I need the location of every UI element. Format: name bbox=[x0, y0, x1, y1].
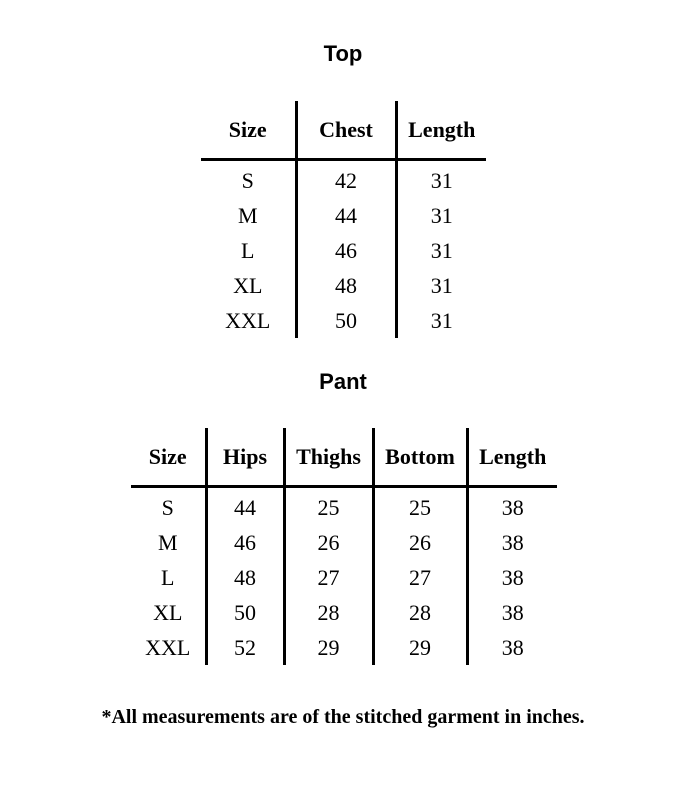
table-row bbox=[131, 560, 557, 595]
pant-size-table bbox=[131, 428, 557, 665]
length-cell: 31 bbox=[430, 167, 453, 193]
chest-cell: 46 bbox=[296, 233, 396, 268]
column-header-chest: Chest bbox=[296, 101, 396, 160]
chest-cell: 48 bbox=[296, 268, 396, 303]
hips-cell: 44 bbox=[206, 487, 284, 526]
top-section-title: Top bbox=[323, 41, 363, 66]
bottom-cell: 29 bbox=[373, 630, 467, 665]
size-cell: XL bbox=[201, 268, 296, 303]
table-row bbox=[131, 630, 557, 665]
hips-cell: 52 bbox=[206, 630, 284, 665]
thighs-cell: 29 bbox=[284, 630, 373, 665]
bottom-cell: 28 bbox=[373, 595, 467, 630]
bottom-cell: 26 bbox=[373, 525, 467, 560]
length-cell: 38 bbox=[501, 634, 524, 660]
size-cell: S bbox=[201, 160, 296, 199]
length-cell: 31 bbox=[430, 202, 453, 228]
hips-cell: 48 bbox=[206, 560, 284, 595]
length-cell: 31 bbox=[430, 307, 453, 333]
table-row bbox=[201, 198, 486, 233]
length-cell: 31 bbox=[430, 237, 453, 263]
pant-section-title: Pant bbox=[319, 369, 367, 394]
column-header-size: Size bbox=[201, 101, 296, 160]
bottom-cell: 27 bbox=[373, 560, 467, 595]
chest-cell: 42 bbox=[296, 160, 396, 199]
column-header-hips: Hips bbox=[206, 428, 284, 487]
size-cell: XXL bbox=[131, 630, 206, 665]
length-cell: 38 bbox=[501, 529, 524, 555]
thighs-cell: 26 bbox=[284, 525, 373, 560]
size-cell: XL bbox=[131, 595, 206, 630]
bottom-cell: 25 bbox=[373, 487, 467, 526]
length-cell: 31 bbox=[430, 272, 453, 298]
thighs-cell: 27 bbox=[284, 560, 373, 595]
table-row bbox=[201, 160, 486, 199]
size-cell: S bbox=[131, 487, 206, 526]
table-row bbox=[201, 303, 486, 338]
table-header-row bbox=[131, 428, 557, 487]
chest-cell: 50 bbox=[296, 303, 396, 338]
length-cell: 38 bbox=[501, 494, 524, 520]
table-row bbox=[201, 233, 486, 268]
table-row bbox=[131, 595, 557, 630]
length-cell: 38 bbox=[501, 564, 524, 590]
size-cell: M bbox=[201, 198, 296, 233]
column-header-length: Length bbox=[396, 101, 486, 160]
thighs-cell: 28 bbox=[284, 595, 373, 630]
measurement-note: *All measurements are of the stitched garment in inches. bbox=[101, 706, 585, 728]
chest-cell: 44 bbox=[296, 198, 396, 233]
column-header-length: Length bbox=[467, 428, 557, 487]
thighs-cell: 25 bbox=[284, 487, 373, 526]
table-row bbox=[131, 525, 557, 560]
length-cell: 38 bbox=[501, 599, 524, 625]
hips-cell: 50 bbox=[206, 595, 284, 630]
size-cell: L bbox=[201, 233, 296, 268]
hips-cell: 46 bbox=[206, 525, 284, 560]
column-header-size: Size bbox=[131, 428, 206, 487]
table-header-row bbox=[201, 101, 486, 160]
size-cell: L bbox=[131, 560, 206, 595]
size-cell: M bbox=[131, 525, 206, 560]
table-row bbox=[201, 268, 486, 303]
column-header-bottom: Bottom bbox=[373, 428, 467, 487]
size-cell: XXL bbox=[201, 303, 296, 338]
table-row bbox=[131, 487, 557, 526]
column-header-thighs: Thighs bbox=[284, 428, 373, 487]
top-size-table bbox=[201, 101, 486, 338]
